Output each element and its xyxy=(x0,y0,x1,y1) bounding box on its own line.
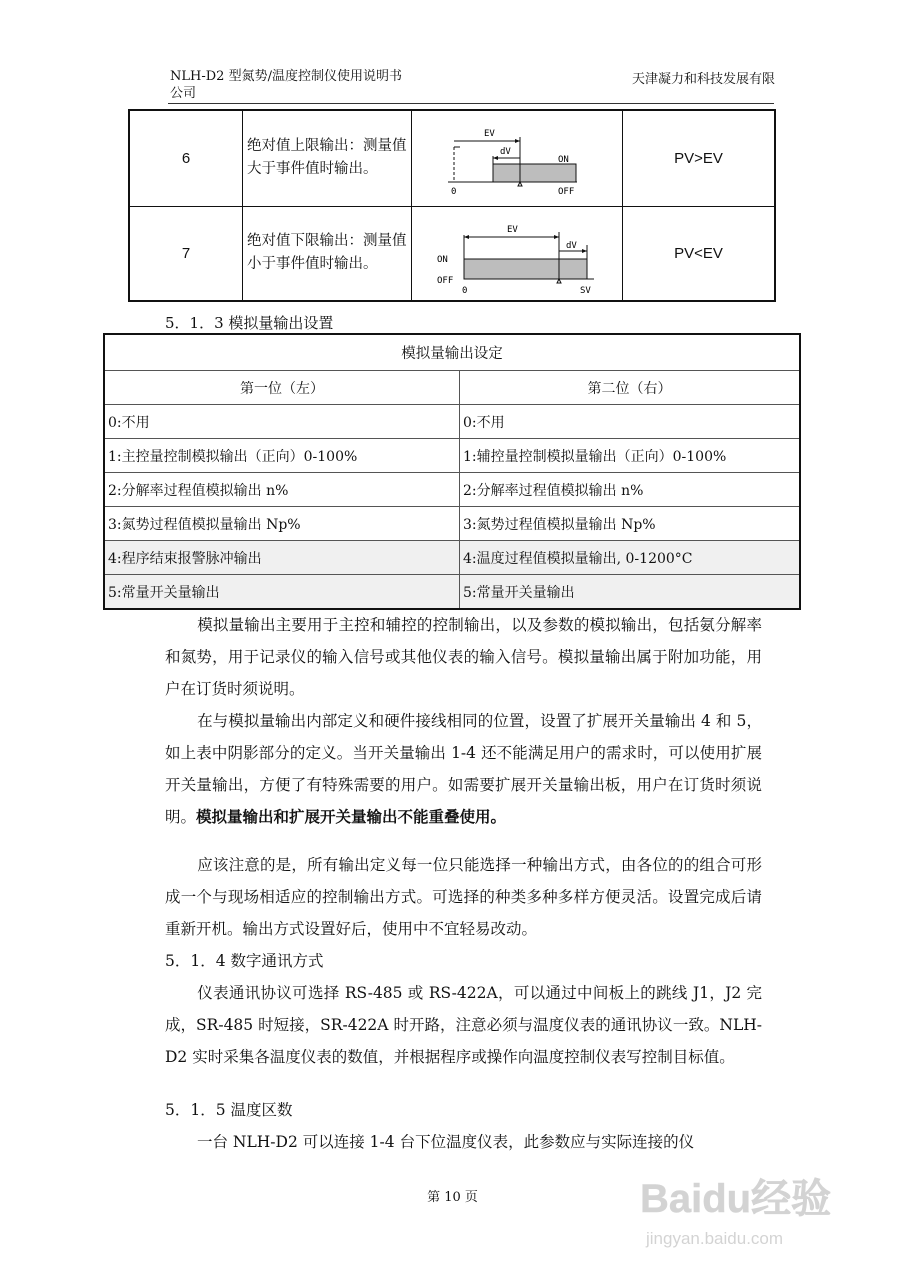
paragraph-text: 应该注意的是，所有输出定义每一位只能选择一种输出方式，由各位的的组合可形成一个与现场相适应的控制输出方式。可选择的种类多种多样方便灵活。设置完成后请重新开机。输出方式设置好后，使用中不宜轻易改动。 xyxy=(165,856,762,938)
table-cell: 1:辅控量控制模拟量输出（正向）0-100% xyxy=(460,439,801,473)
off-label: OFF xyxy=(558,187,575,198)
header-divider xyxy=(168,103,774,104)
header-title xyxy=(170,68,430,102)
table-cell: 5:常量开关量输出 xyxy=(104,575,460,610)
table-cell: 1:主控量控制模拟输出（正向）0-100% xyxy=(104,439,460,473)
table-cell: 4:程序结束报警脉冲输出 xyxy=(104,541,460,575)
event-condition: PV>EV xyxy=(623,110,776,206)
paragraph-bold-warning: 模拟量输出和扩展开关量输出不能重叠使用。 xyxy=(196,807,507,826)
table-row-shaded xyxy=(104,575,800,610)
paragraph-note xyxy=(165,849,762,945)
event-num: 7 xyxy=(129,206,243,301)
table-cell: 3:氮势过程值模拟量输出 Np% xyxy=(460,507,801,541)
watermark-brand: Baidu经验 xyxy=(640,1177,832,1221)
table-row xyxy=(104,473,800,507)
zero-label: 0 xyxy=(462,286,468,297)
event-output-table xyxy=(128,109,776,302)
ev-label: EV xyxy=(484,129,495,140)
on-label: ON xyxy=(558,155,569,166)
paragraph-text: 仪表通讯协议可选择 RS-485 或 RS-422A，可以通过中间板上的跳线 J1，J2 完成，SR-485 时短接，SR-422A 时开路，注意必须与温度仪表的通讯协议一致。NLH-D2 实时采集各温度仪表的数值，并根据程序或操作向温度控制仪表写控制目标值。 xyxy=(165,984,762,1066)
upper-limit-diagram xyxy=(412,110,623,206)
paragraph-analog-usage xyxy=(165,609,762,705)
paragraph-text: 一台 NLH-D2 可以连接 1-4 台下位温度仪表，此参数应与实际连接的仪 xyxy=(197,1133,695,1151)
table-row-shaded xyxy=(104,541,800,575)
table-cell: 0:不用 xyxy=(104,405,460,439)
event-desc: 绝对值上限输出：测量值大于事件值时输出。 xyxy=(243,110,412,206)
header-title-line2: 公司 xyxy=(170,86,197,101)
table-header-row xyxy=(104,371,800,405)
header-company: 天津凝力和科技发展有限 xyxy=(631,72,775,87)
table-cell: 0:不用 xyxy=(460,405,801,439)
off-label: OFF xyxy=(437,276,454,287)
event-num: 6 xyxy=(129,110,243,206)
paragraph-communication xyxy=(165,977,762,1073)
table-title: 模拟量输出设定 xyxy=(104,334,800,371)
section-heading-513: 5．1．3 模拟量输出设置 xyxy=(165,314,334,332)
watermark-url: jingyan.baidu.com xyxy=(646,1229,784,1248)
table-row xyxy=(104,439,800,473)
table-cell: 4:温度过程值模拟量输出, 0-1200°C xyxy=(460,541,801,575)
table-title-row xyxy=(104,334,800,371)
table-row xyxy=(104,405,800,439)
paragraph-text: 模拟量输出主要用于主控和辅控的控制输出，以及参数的模拟输出，包括氨分解率和氮势，用于记录仪的输入信号或其他仪表的输入信号。模拟量输出属于附加功能，用户在订货时须说明。 xyxy=(165,616,762,698)
table-row xyxy=(129,110,775,206)
table-row xyxy=(129,206,775,301)
baidu-watermark xyxy=(640,1158,880,1258)
table-cell: 3:氮势过程值模拟量输出 Np% xyxy=(104,507,460,541)
dv-label: dV xyxy=(500,147,511,158)
event-condition: PV<EV xyxy=(623,206,776,301)
on-label: ON xyxy=(437,255,448,266)
analog-output-table xyxy=(103,333,801,610)
table-row xyxy=(104,507,800,541)
lower-limit-diagram xyxy=(412,206,623,301)
table-cell: 2:分解率过程值模拟输出 n% xyxy=(104,473,460,507)
column-header-left: 第一位（左） xyxy=(104,371,460,405)
table-cell: 2:分解率过程值模拟输出 n% xyxy=(460,473,801,507)
event-desc: 绝对值下限输出：测量值小于事件值时输出。 xyxy=(243,206,412,301)
header-title-line1: NLH-D2 型氮势/温度控制仪使用说明书 xyxy=(170,69,402,84)
paragraph-text: 在与模拟量输出内部定义和硬件接线相同的位置，设置了扩展开关量输出 4 和 5，如上表中阴影部分的定义。当开关量输出 1-4 还不能满足用户的需求时，可以使用扩展开关量输出，方便了有特殊需要的用户。如需要扩展开关量输出板，用户在订货时须说明。 xyxy=(165,712,762,826)
column-header-right: 第二位（右） xyxy=(460,371,801,405)
page-number: 第 10 页 xyxy=(427,1190,478,1205)
section-heading-515: 5．1．5 温度区数 xyxy=(165,1101,293,1119)
paragraph-zone-count xyxy=(165,1126,762,1158)
dv-label: dV xyxy=(566,241,577,252)
paragraph-extended-switch xyxy=(165,705,762,833)
section-heading-514: 5．1．4 数字通讯方式 xyxy=(165,952,324,970)
ev-label: EV xyxy=(507,225,518,236)
sv-label: SV xyxy=(580,286,591,297)
zero-label: 0 xyxy=(451,187,457,198)
table-cell: 5:常量开关量输出 xyxy=(460,575,801,610)
